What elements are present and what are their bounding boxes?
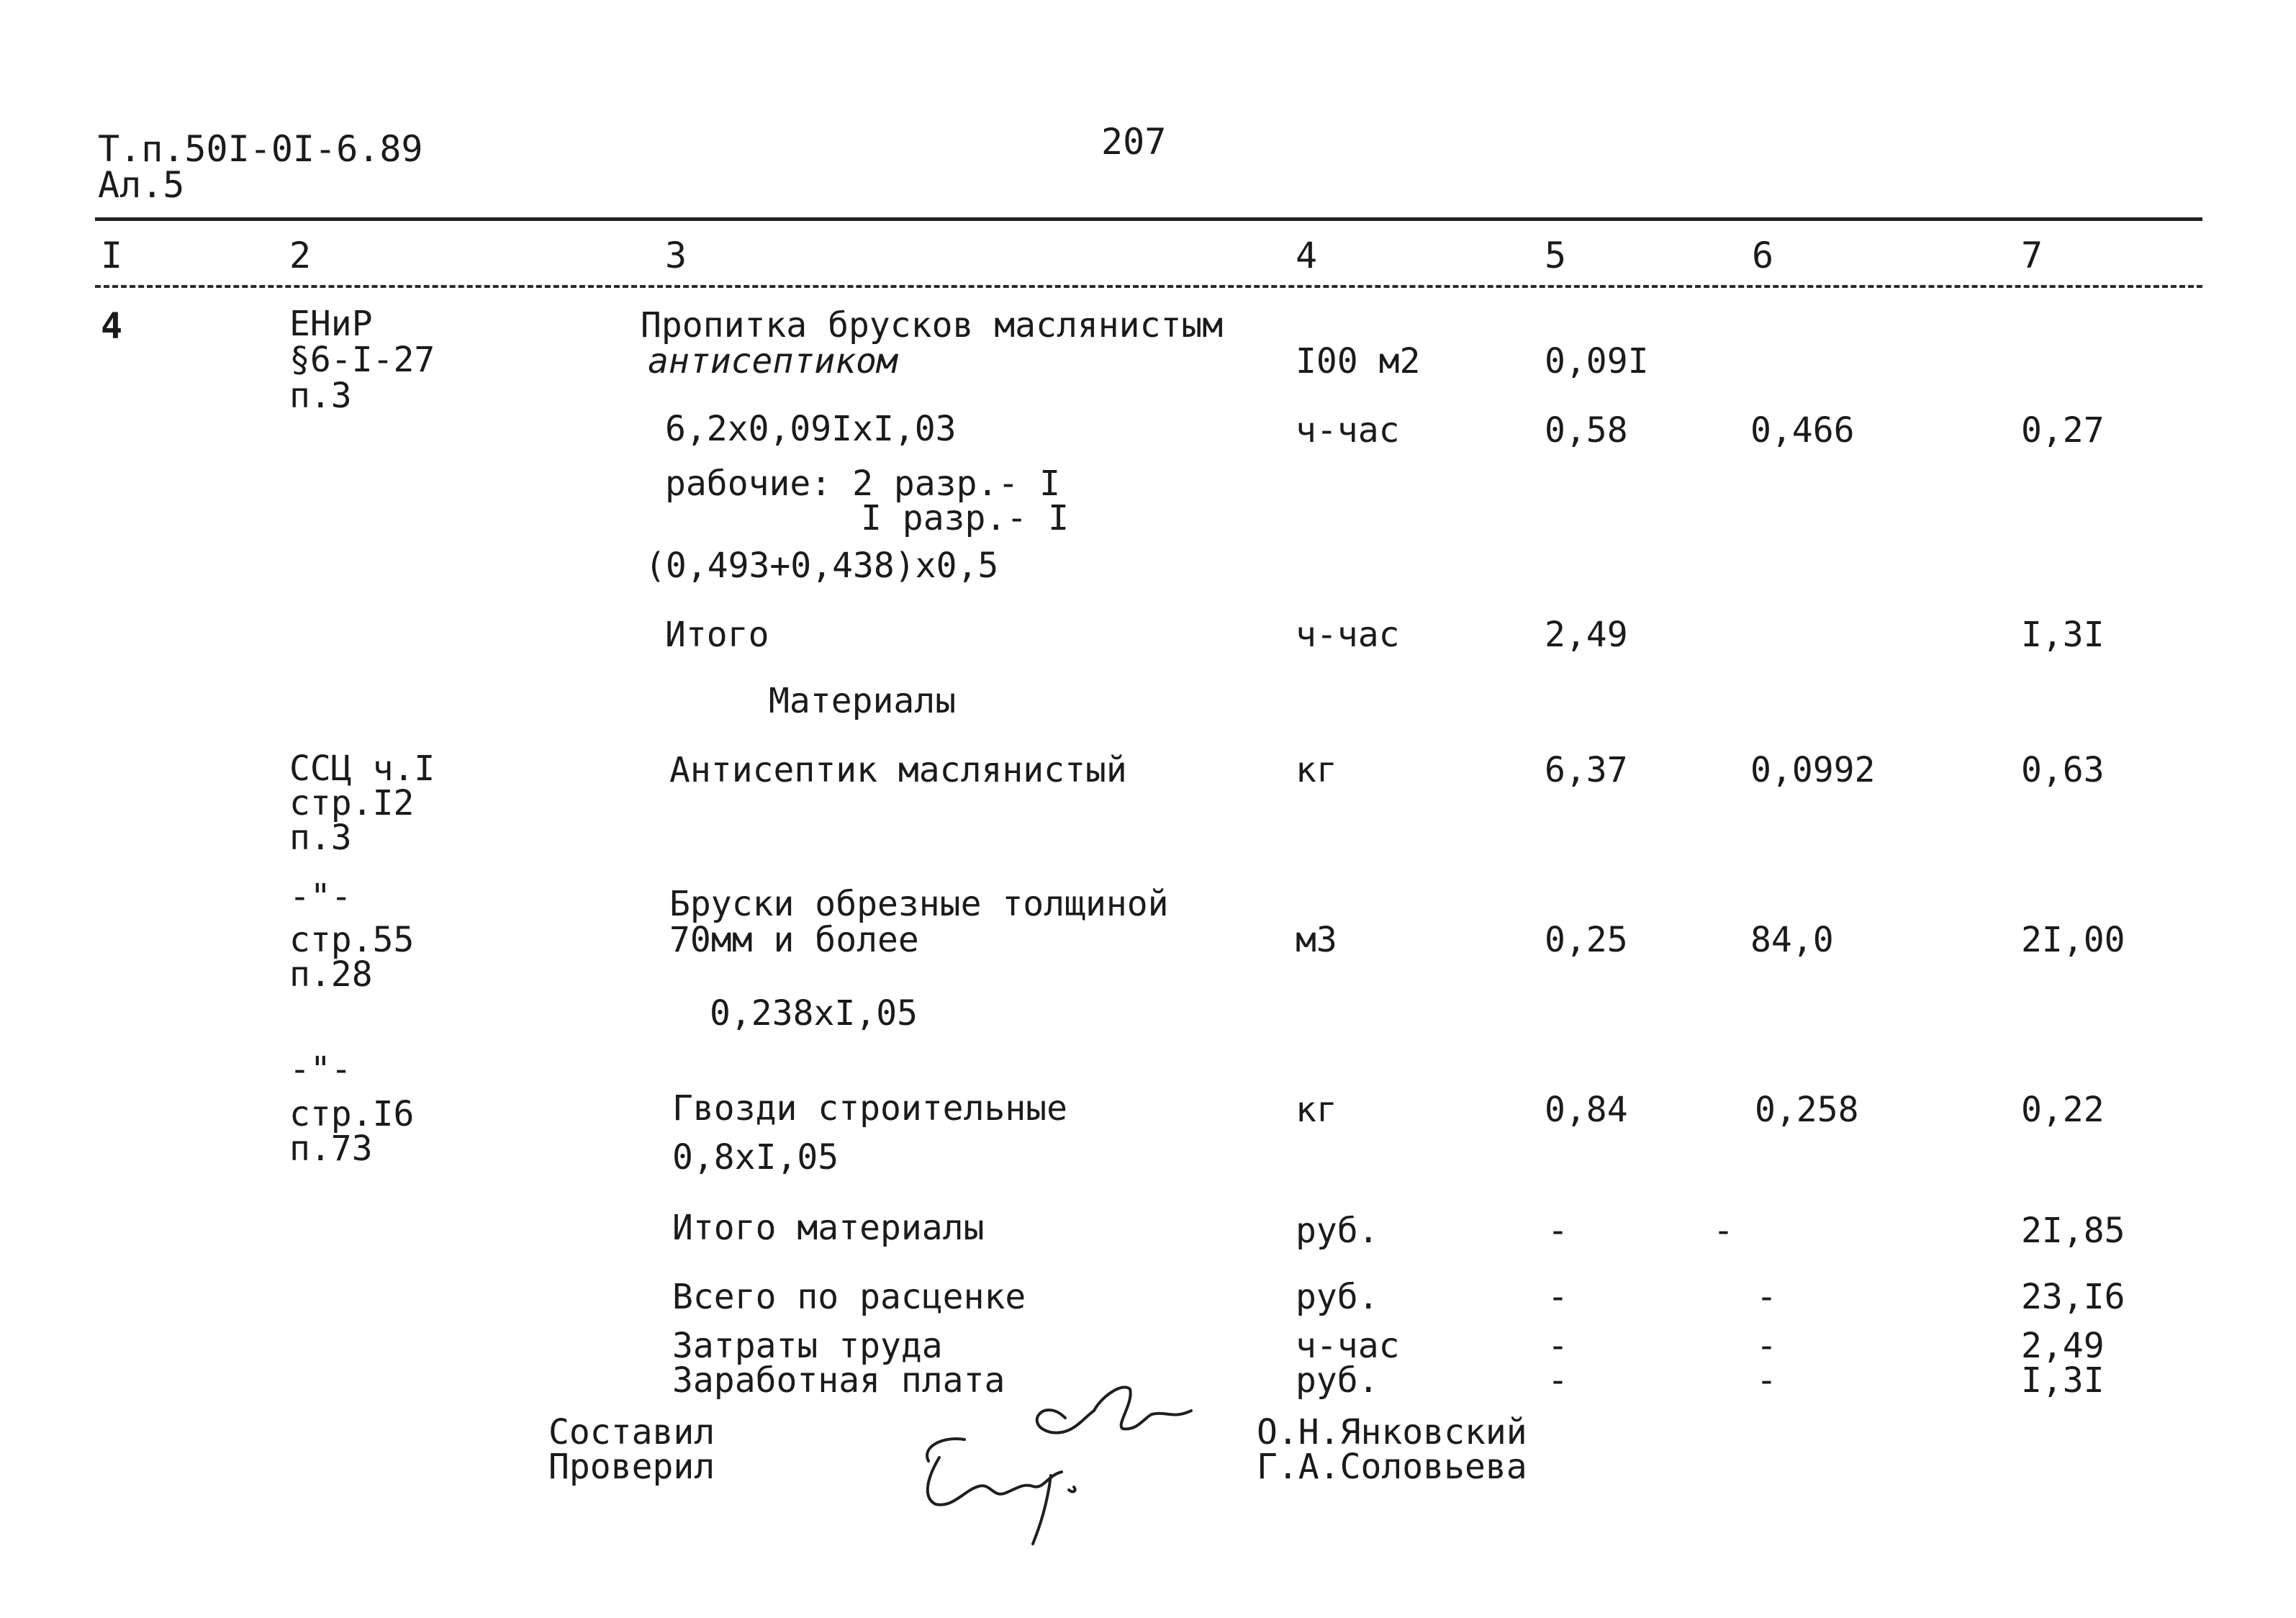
quantity: 2,49: [1545, 615, 1628, 655]
item-description: Антисептик маслянистый: [669, 750, 1127, 790]
page-number: 207: [1101, 121, 1167, 163]
compiled-by-name: О.Н.Янковский: [1257, 1412, 1527, 1452]
unit: I00 м2: [1296, 341, 1421, 381]
source-reference: п.28: [289, 954, 373, 995]
table-top-rule: [95, 217, 2202, 221]
unit-price: -: [1713, 1211, 1734, 1251]
total: I,3I: [2021, 1360, 2105, 1401]
source-reference: п.73: [289, 1129, 373, 1169]
total: I,3I: [2021, 615, 2105, 655]
item-description: Бруски обрезные толщиной: [669, 884, 1169, 924]
source-reference: стр.55: [289, 920, 415, 960]
source-reference: п.3: [289, 376, 352, 416]
unit-price: -: [1756, 1360, 1777, 1401]
total: 0,22: [2021, 1090, 2105, 1130]
quantity: 0,25: [1545, 920, 1628, 960]
unit-price: 84,0: [1750, 920, 1834, 960]
item-description: 70мм и более: [669, 920, 919, 960]
quantity: -: [1547, 1211, 1568, 1251]
source-reference: §6-I-27: [289, 340, 435, 380]
calculation: 0,238хI,05: [710, 993, 918, 1034]
calculation: (0,493+0,438)х0,5: [645, 546, 999, 586]
quantity: 6,37: [1545, 750, 1628, 790]
calculation: 6,2х0,09IхI,03: [665, 409, 957, 449]
item-description: Итого: [665, 615, 769, 655]
item-description: антисептиком: [648, 341, 898, 381]
quantity: -: [1547, 1277, 1568, 1317]
source-reference: -"-: [289, 877, 352, 917]
unit-price: 0,258: [1755, 1090, 1859, 1130]
workers-grade: рабочие: 2 разр.- I: [665, 464, 1061, 504]
unit: ч-час: [1296, 1326, 1400, 1366]
quantity: -: [1547, 1326, 1568, 1366]
workers-grade: I разр.- I: [861, 498, 1069, 538]
unit: ч-час: [1296, 615, 1400, 655]
item-description: Итого материалы: [672, 1208, 985, 1248]
column-header-5: 5: [1545, 235, 1567, 276]
source-reference: ССЦ ч.I: [289, 749, 435, 789]
handwritten-signatures: [885, 1368, 1231, 1555]
section-heading: Материалы: [769, 681, 957, 721]
quantity: 0,84: [1545, 1090, 1628, 1130]
source-reference: ЕНиР: [289, 304, 373, 344]
column-header-4: 4: [1296, 235, 1318, 276]
unit: руб.: [1296, 1277, 1379, 1317]
total: 2,49: [2021, 1326, 2105, 1366]
item-description: Заработная плата: [672, 1360, 1005, 1401]
total: 0,63: [2021, 750, 2105, 790]
unit-price: -: [1756, 1277, 1777, 1317]
signature-compiler: [1037, 1387, 1191, 1432]
unit: ч-час: [1296, 410, 1400, 451]
total: 0,27: [2021, 410, 2105, 451]
calculation: 0,8хI,05: [672, 1137, 839, 1178]
column-header-3: 3: [665, 235, 687, 276]
source-reference: стр.I6: [289, 1094, 415, 1134]
signature-checker: [927, 1439, 1075, 1544]
unit: м3: [1296, 920, 1337, 960]
item-description: Гвозди строительные: [672, 1088, 1068, 1129]
column-header-7: 7: [2021, 235, 2043, 276]
unit: руб.: [1296, 1211, 1379, 1251]
column-header-2: 2: [289, 235, 312, 276]
source-reference: стр.I2: [289, 783, 415, 823]
item-description: Всего по расценке: [672, 1277, 1026, 1317]
unit: руб.: [1296, 1360, 1379, 1401]
unit: кг: [1296, 1090, 1337, 1130]
column-header-6: 6: [1752, 235, 1774, 276]
total: 2I,00: [2021, 920, 2125, 960]
item-number: 4: [101, 305, 123, 347]
total: 23,I6: [2021, 1277, 2125, 1317]
document-code: Т.п.50I-0I-6.89: [98, 128, 423, 170]
column-header-rule: [95, 285, 2202, 288]
album-number: Ал.5: [98, 164, 185, 206]
quantity: -: [1547, 1360, 1568, 1401]
total: 2I,85: [2021, 1211, 2125, 1251]
unit-price: 0,0992: [1750, 750, 1876, 790]
unit: кг: [1296, 750, 1337, 790]
column-header-1: I: [101, 235, 123, 276]
unit-price: 0,466: [1750, 410, 1855, 451]
source-reference: п.3: [289, 818, 352, 858]
source-reference: -"-: [289, 1049, 352, 1090]
item-description: Пропитка брусков маслянистым: [641, 305, 1224, 345]
item-description: Затраты труда: [672, 1326, 943, 1366]
compiled-by-label: Составил: [548, 1412, 715, 1452]
checked-by-name: Г.А.Соловьева: [1257, 1447, 1527, 1487]
unit-price: -: [1756, 1326, 1777, 1366]
checked-by-label: Проверил: [548, 1447, 715, 1487]
quantity: 0,09I: [1545, 341, 1649, 381]
quantity: 0,58: [1545, 410, 1628, 451]
